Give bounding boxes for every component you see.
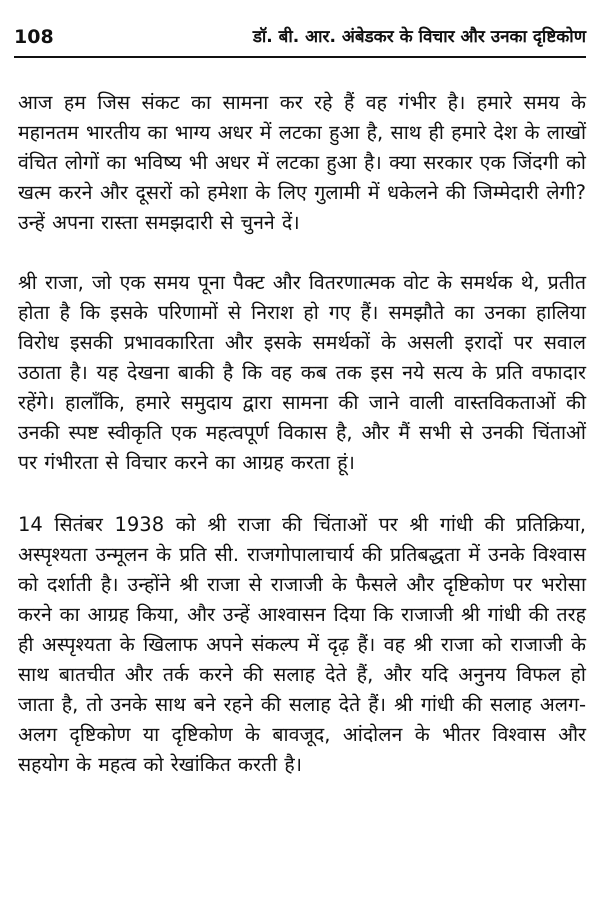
paragraph-2: श्री राजा, जो एक समय पूना पैक्ट और वितरणात्मक वोट के समर्थक थे, प्रतीत होता है कि इसके परिणामों से निराश हो गए हैं। समझौते का उनका हालिया विरोध इसकी प्रभावकारिता और इसके समर्थकों के असली इरादों पर सवाल उठाता है। यह देखना बाकी है कि वह कब तक इस नये सत्य के प्रति वफादार रहेंगे। हालाँकि, हमारे समुदाय द्वारा सामना की जाने वाली वास्तविकताओं की उनकी स्पष्ट स्वीकृति एक महत्वपूर्ण विकास है, और मैं सभी से उनकी चिंताओं पर गंभीरता से विचार करने का आग्रह करता हूं। xyxy=(18,271,586,474)
header-rule xyxy=(14,56,586,58)
page-number: 108 xyxy=(14,26,54,48)
page-header xyxy=(14,24,586,50)
running-title: डॉ. बी. आर. अंबेडकर के विचार और उनका दृष्टिकोण xyxy=(252,27,586,47)
paragraph-3: 14 सितंबर 1938 को श्री राजा की चिंताओं पर श्री गांधी की प्रतिक्रिया, अस्पृश्यता उन्मूलन के प्रति सी. राजगोपालाचार्य की प्रतिबद्धता में उनके विश्वास को दर्शाती है। उन्होंने श्री राजा से राजाजी के फैसले और दृष्टिकोण पर भरोसा करने का आग्रह किया, और उन्हें आश्वासन दिया कि राजाजी श्री गांधी की तरह ही अस्पृश्यता के खिलाफ अपने संकल्प में दृढ़ हैं। वह श्री राजा को राजाजी के साथ बातचीत और तर्क करने की सलाह देते हैं, और यदि अनुनय विफल हो जाता है, तो उनके साथ बने रहने की सलाह देते हैं। श्री गांधी की सलाह अलग-अलग दृष्टिकोण या दृष्टिकोण के बावजूद, आंदोलन के भीतर विश्वास और सहयोग के महत्व को रेखांकित करती है। xyxy=(18,513,586,776)
body-text xyxy=(18,88,586,780)
paragraph-1: आज हम जिस संकट का सामना कर रहे हैं वह गंभीर है। हमारे समय के महानतम भारतीय का भाग्य अधर में लटका हुआ है, साथ ही हमारे देश के लाखों वंचित लोगों का भविष्य भी अधर में लटका हुआ है। क्या सरकार एक जिंदगी को खत्म करने और दूसरों को हमेशा के लिए गुलामी में धकेलने की जिम्मेदारी लेगी? उन्हें अपना रास्ता समझदारी से चुनने दें। xyxy=(18,91,586,234)
